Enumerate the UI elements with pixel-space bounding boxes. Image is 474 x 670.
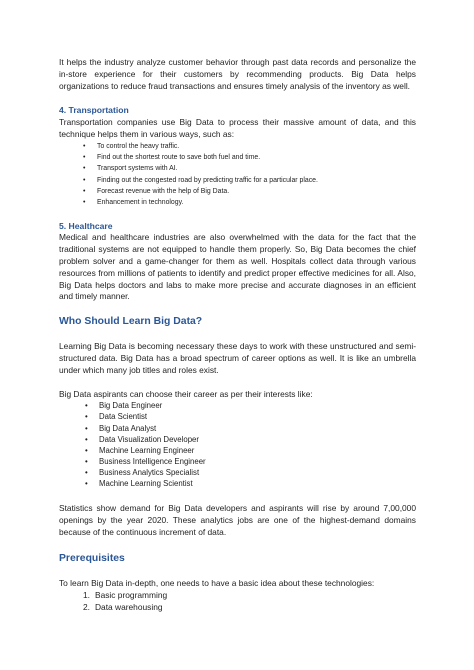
healthcare-paragraph: Medical and healthcare industries are also overwhelmed with the data for the fact that the traditional systems are not equipped to handle them properly. So, Big Data becomes the chief problem solver and a game-changer for them as well. Hospitals collect data through various resources from millions of patients to identify and predict proper effective medicines for all. Also, Big Data helps doctors and labs to make more precise and accurate diagnoses in an efficient and timely manner. <box>59 232 416 302</box>
prerequisites-heading: Prerequisites <box>59 553 125 565</box>
intro-paragraph: It helps the industry analyze customer behavior through past data records and personalize the in-store experience for their customers by recommending products. Big Data helps organizations to reduce fraud transactions and ensures timely analysis of the inventory as well. <box>59 57 416 91</box>
list-item: • Finding out the congested road by predicting traffic for a particular place. <box>59 175 416 186</box>
transportation-list <box>59 141 416 209</box>
transportation-paragraph: Transportation companies use Big Data to process their massive amount of data, and this technique helps them in various ways, such as: <box>59 117 416 139</box>
list-item-text: Basic programming <box>95 590 168 601</box>
list-item: • Enhancement in technology. <box>59 197 416 208</box>
list-item: • To control the heavy traffic. <box>59 141 416 152</box>
list-item: • Business Analytics Specialist <box>59 467 416 478</box>
prerequisites-list <box>59 590 416 613</box>
who-should-learn-heading: Who Should Learn Big Data? <box>59 316 203 328</box>
list-item-text: Data warehousing <box>95 601 163 612</box>
statistics-paragraph: Statistics show demand for Big Data developers and aspirants will rise by around 7,00,000 openings by the year 2020. These analytics jobs are one of the highest-demand domains because of the continuous increment of data. <box>59 503 416 537</box>
list-item: • Find out the shortest route to save both fuel and time. <box>59 152 416 163</box>
healthcare-heading: 5. Healthcare <box>59 220 113 231</box>
list-item <box>59 602 416 614</box>
list-item: • Forecast revenue with the help of Big Data. <box>59 186 416 197</box>
list-item <box>59 590 416 602</box>
list-number: 1. <box>83 590 90 601</box>
list-item: • Transport systems with AI. <box>59 163 416 174</box>
list-item: • Big Data Engineer <box>59 400 416 411</box>
list-number: 2. <box>83 601 90 612</box>
list-item: • Data Visualization Developer <box>59 434 416 445</box>
list-item: • Business Intelligence Engineer <box>59 456 416 467</box>
list-item: • Big Data Analyst <box>59 423 416 434</box>
transportation-heading: 4. Transportation <box>59 105 129 116</box>
who-paragraph-1: Learning Big Data is becoming necessary these days to work with these unstructured and semi-structured data. Big Data has a broad spectrum of career options as well. It is like an umbrella under which many job titles and roles exist. <box>59 341 416 375</box>
list-item: • Machine Learning Scientist <box>59 478 416 489</box>
prerequisites-paragraph: To learn Big Data in-depth, one needs to have a basic idea about these technologies: <box>59 578 375 589</box>
who-paragraph-2: Big Data aspirants can choose their career as per their interests like: <box>59 388 313 399</box>
list-item: • Data Scientist <box>59 411 416 422</box>
roles-list <box>59 400 416 489</box>
list-item: • Machine Learning Engineer <box>59 445 416 456</box>
